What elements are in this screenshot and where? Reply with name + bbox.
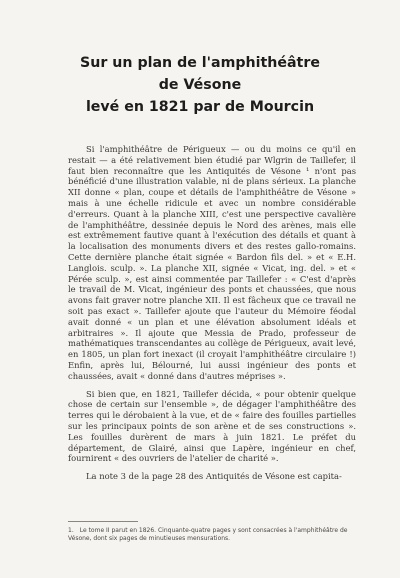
footnote-text: Le tome II parut en 1826. Cinquante-quatre pages y sont consacrées à l'amphithéâtre de Vésone, dont six pages de minutieuses mensurations. [68,527,348,542]
body-text [68,144,356,482]
title-line-3: levé en 1821 par de Mourcin [85,99,315,115]
paragraph-3: La note 3 de la page 28 des Antiquités de Vésone est capita- [86,471,342,482]
page-title [50,52,350,118]
title-line-1: Sur un plan de l'amphithéâtre [80,55,320,71]
footnote [68,527,356,543]
paragraph-1: Si l'amphithéâtre de Périgueux — ou du moins ce qu'il en restait — a été relativement bien étudié par Wlgrin de Taillefer, il faut bien reconnaître que les Antiquités de Vésone ¹ n'ont pas bénéficié d'une illustration valable, ni de plans sérieux. La planche XII donne « plan, coupe et détails de l'amphithéâtre de Vésone » mais à une échelle ridicule et avec un nombre considérable d'erreurs. Quant à la planche XIII, c'est une perspective cavalière de l'amphithéâtre, dessinée depuis le Nord des arènes, mais elle est extrêmement fautive quant à l'exécution des détails et quant à la localisation des monuments divers et des restes gallo-romains. Cette dernière planche était signée « Bardon fils del. » et « E.H. Langlois. sculp. ». La planche XII, signée « Vicat, ing. del. » et « Pérée sculp. », est ainsi commentée par Taillefer : « C'est d'après le travail de M. Vicat, ingénieur des ponts et chaussées, que nous avons fait graver notre planche XII. Il est fâcheux que ce travail ne soit pas exact ». Taillefer ajoute que l'auteur du Mémoire féodal avait donné « un plan et une élévation absolument idéals et arbitraires ». Il ajoute que Messia de Prado, professeur de mathématiques transcendantes au collège de Périgueux, avait levé, en 1805, un plan fort inexact (il croyait l'amphithéâtre circulaire !) Enfin, après lui, Bélourné, lui aussi ingénieur des ponts et chaussées, avait « donné dans d'autres méprises ». [68,144,356,381]
footnote-divider [68,521,138,522]
title-line-2: de Vésone [158,77,242,93]
paragraph-2: Si bien que, en 1821, Taillefer décida, « pour obtenir quelque chose de certain sur l'ensemble », de dégager l'amphithéâtre des terres qui le dérobaient à la vue, et de « faire des fouilles partielles sur les principaux points de son arène et de ses constructions ». Les fouilles durèrent de mars à juin 1821. Le préfet du département, de Glairé, ainsi que Lapère, ingénieur en chef, fournirent « des ouvriers de l'atelier de charité ». [68,388,356,464]
footnote-number: 1. [68,527,74,534]
